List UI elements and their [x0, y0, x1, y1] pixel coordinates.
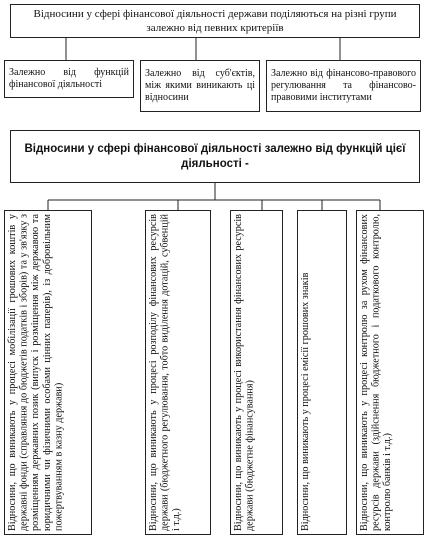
column-distribution-text: Відносини, що виникають у процесі розподілу фінансових ресурсів держави (бюджетного регулювання, тобто виділення дотацій, субвенцій і т.д.)	[148, 214, 183, 531]
column-emission-text: Відносини, що виникають у процесі емісії грошових знаків	[300, 272, 311, 531]
criterion-functions-box	[4, 60, 134, 98]
column-usage	[230, 210, 283, 535]
top-box-text: Відносини у сфері фінансової діяльності держави поділяються на різні групи залежно від певних критеріїв	[33, 8, 397, 34]
column-mobilization	[4, 210, 92, 535]
functions-relations-text: Відносини у сфері фінансової діяльності залежно від функцій цієї діяльності -	[24, 142, 406, 170]
criterion-regulation-text: Залежно від фінансово-правового регулювання та фінансово-правовими інститутами	[271, 68, 416, 103]
column-control-text: Відносини, що виникають у процесі контролю за рухом фінансових ресурсів держави (здійснення бюджетного і податкового контролю, контролю банків і т.д.)	[359, 214, 394, 531]
criterion-regulation-box	[266, 60, 421, 112]
top-classification-box	[10, 4, 420, 38]
column-usage-text: Відносини, що виникають у процесі використання фінансових ресурсів держави (бюджетне фінансування)	[233, 214, 256, 531]
criterion-subjects-box	[140, 60, 260, 112]
functions-relations-box	[10, 130, 420, 183]
criterion-subjects-text: Залежно від суб'єктів, між якими виникають ці відносини	[145, 68, 255, 103]
column-control	[356, 210, 424, 535]
column-distribution	[145, 210, 211, 535]
criterion-functions-text: Залежно від функцій фінансової діяльності	[9, 67, 129, 90]
column-emission	[297, 210, 347, 535]
column-mobilization-text: Відносини, що виникають у процесі мобілізації грошових коштів у державні фонди (справляння до бюджетів податків і зборів) та у зв'язку з розміщенням державних позик (випуск і розміщення між державою та юридичними чи фізичними особами цінних паперів), із добровільним пожертвуванням в казну держави)	[7, 213, 65, 531]
